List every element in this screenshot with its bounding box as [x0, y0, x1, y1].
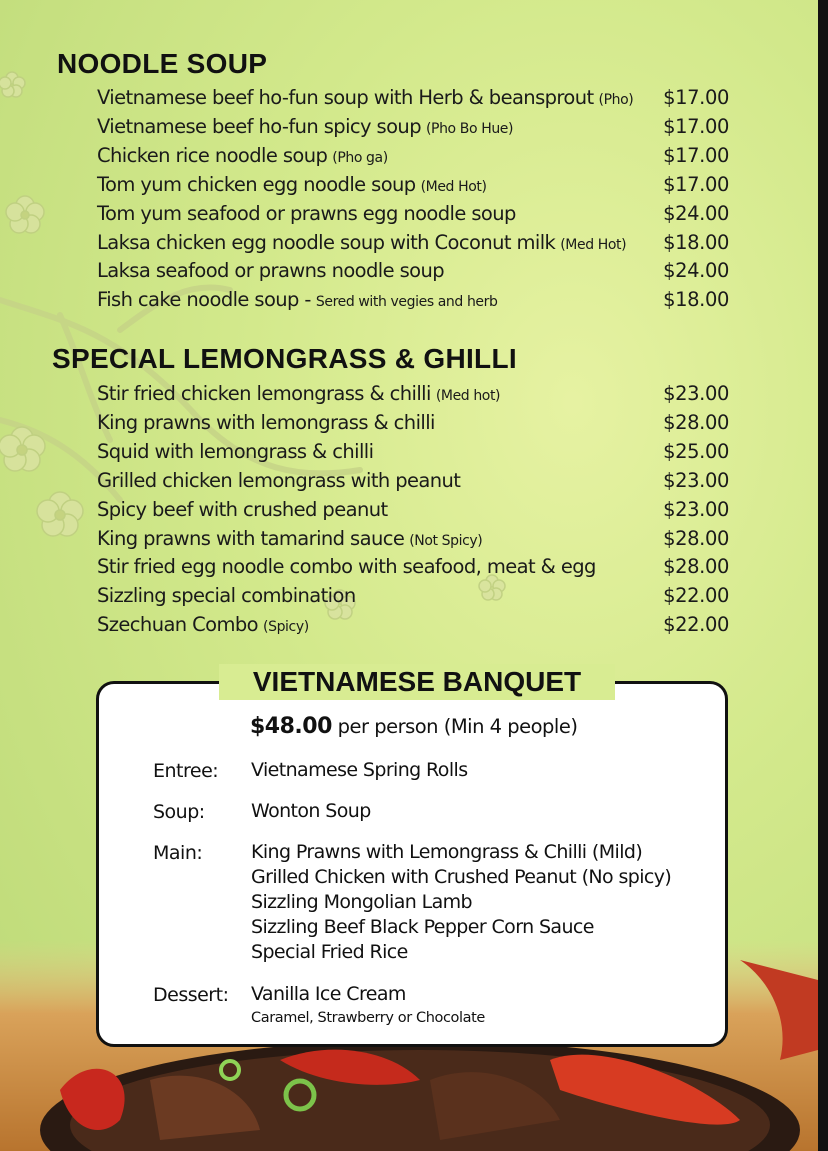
- menu-item: [97, 259, 729, 288]
- menu-item-note: Sered with vegies and herb: [315, 294, 498, 311]
- menu-item-price: $17.00: [663, 143, 729, 167]
- menu-item-name: Spicy beef with crushed peanut: [97, 497, 388, 521]
- menu-item-name: Chicken rice noodle soup: [97, 143, 328, 167]
- main-item: King Prawns with Lemongrass & Chilli (Mild): [251, 841, 643, 863]
- banquet-title: VIETNAMESE BANQUET: [219, 664, 615, 700]
- menu-item-note: (Med Hot): [420, 178, 487, 195]
- menu-item-price: $24.00: [663, 259, 729, 283]
- menu-item-price: $23.00: [663, 468, 729, 492]
- menu-item-note: (Med hot): [435, 388, 501, 404]
- menu-item-note: (Pho Bo Hue): [425, 120, 514, 137]
- entree-label: Entree:: [153, 760, 219, 782]
- soup-label: Soup:: [153, 801, 205, 823]
- menu-item-price: $18.00: [663, 230, 729, 254]
- menu-item-price: $24.00: [663, 201, 729, 225]
- menu-item-name: Grilled chicken lemongrass with peanut: [97, 468, 461, 492]
- menu-item-name: Laksa chicken egg noodle soup with Coconut milk: [97, 230, 556, 254]
- menu-item: [97, 584, 729, 613]
- menu-item-name: Laksa seafood or prawns noodle soup: [97, 259, 445, 283]
- main-item: Sizzling Beef Black Pepper Corn Sauce: [251, 916, 594, 938]
- menu-item-name: King prawns with lemongrass & chilli: [97, 410, 435, 434]
- menu-item-price: $22.00: [663, 584, 729, 608]
- menu-item-price: $17.00: [663, 172, 729, 196]
- menu-item-price: $23.00: [663, 382, 729, 405]
- main-label: Main:: [153, 842, 203, 864]
- menu-item-price: $17.00: [663, 114, 729, 138]
- entree-value: Vietnamese Spring Rolls: [251, 759, 468, 781]
- dessert-label: Dessert:: [153, 984, 229, 1006]
- dessert-value: Vanilla Ice Cream: [251, 983, 406, 1005]
- menu-item-note: (Med Hot): [560, 236, 627, 253]
- banquet-price-line: [250, 714, 577, 739]
- menu-item: [97, 231, 729, 260]
- menu-item-note: (Pho): [598, 92, 634, 108]
- banquet-price: $48.00: [250, 714, 332, 739]
- menu-item-name: Tom yum chicken egg noodle soup: [97, 172, 416, 196]
- page-edge: [818, 0, 828, 1151]
- menu-item-price: $17.00: [663, 86, 729, 109]
- main-item: Special Fried Rice: [251, 941, 408, 963]
- menu-item-name: Stir fried chicken lemongrass & chilli: [97, 382, 431, 405]
- menu-item-price: $18.00: [663, 288, 729, 312]
- section-title-lemongrass: SPECIAL LEMONGRASS & GHILLI: [52, 343, 517, 374]
- menu-item-price: $28.00: [663, 555, 729, 579]
- menu-item: [97, 288, 729, 317]
- menu-item: [97, 115, 729, 144]
- menu-item: [97, 498, 729, 527]
- menu-item-name: Szechuan Combo: [97, 613, 259, 637]
- main-list: [251, 840, 671, 965]
- menu-item-note: (Not Spicy): [409, 532, 483, 549]
- soup-value: Wonton Soup: [251, 800, 371, 822]
- menu-item-note: (Spicy): [263, 619, 309, 636]
- menu-item-note: (Pho ga): [332, 149, 388, 166]
- menu-item-name: Vietnamese beef ho-fun spicy soup: [97, 114, 421, 138]
- menu-item: [97, 382, 729, 411]
- dessert-options: Caramel, Strawberry or Chocolate: [251, 1010, 485, 1026]
- menu-item-price: $28.00: [663, 410, 729, 434]
- menu-item: [97, 411, 729, 440]
- menu-item-name: Tom yum seafood or prawns egg noodle soup: [97, 201, 516, 225]
- menu-item: [97, 440, 729, 469]
- menu-item-name: Squid with lemongrass & chilli: [97, 439, 374, 463]
- menu-item-price: $28.00: [663, 526, 729, 550]
- menu-item-price: $23.00: [663, 497, 729, 521]
- menu-item: [97, 555, 729, 584]
- menu-item-name: Sizzling special combination: [97, 584, 356, 608]
- banquet-price-suffix: per person (Min 4 people): [337, 715, 578, 738]
- menu-item: [97, 613, 729, 642]
- menu-item-name: King prawns with tamarind sauce: [97, 526, 405, 550]
- menu-item: [97, 144, 729, 173]
- main-item: Grilled Chicken with Crushed Peanut (No spicy): [251, 866, 672, 888]
- menu-item-price: $22.00: [663, 613, 729, 637]
- menu-item-price: $25.00: [663, 439, 729, 463]
- banquet-box: [96, 666, 728, 1047]
- menu-item-name: Fish cake noodle soup -: [97, 288, 311, 312]
- menu-item-name: Vietnamese beef ho-fun soup with Herb & beansprout: [97, 86, 594, 109]
- menu-item: [97, 202, 729, 231]
- menu-item: [97, 86, 729, 115]
- main-item: Sizzling Mongolian Lamb: [251, 891, 473, 913]
- menu-item: [97, 173, 729, 202]
- menu-item: [97, 527, 729, 556]
- menu-item-name: Stir fried egg noodle combo with seafood, meat & egg: [97, 555, 596, 579]
- section-title-noodle-soup: NOODLE SOUP: [57, 48, 268, 79]
- menu-item: [97, 469, 729, 498]
